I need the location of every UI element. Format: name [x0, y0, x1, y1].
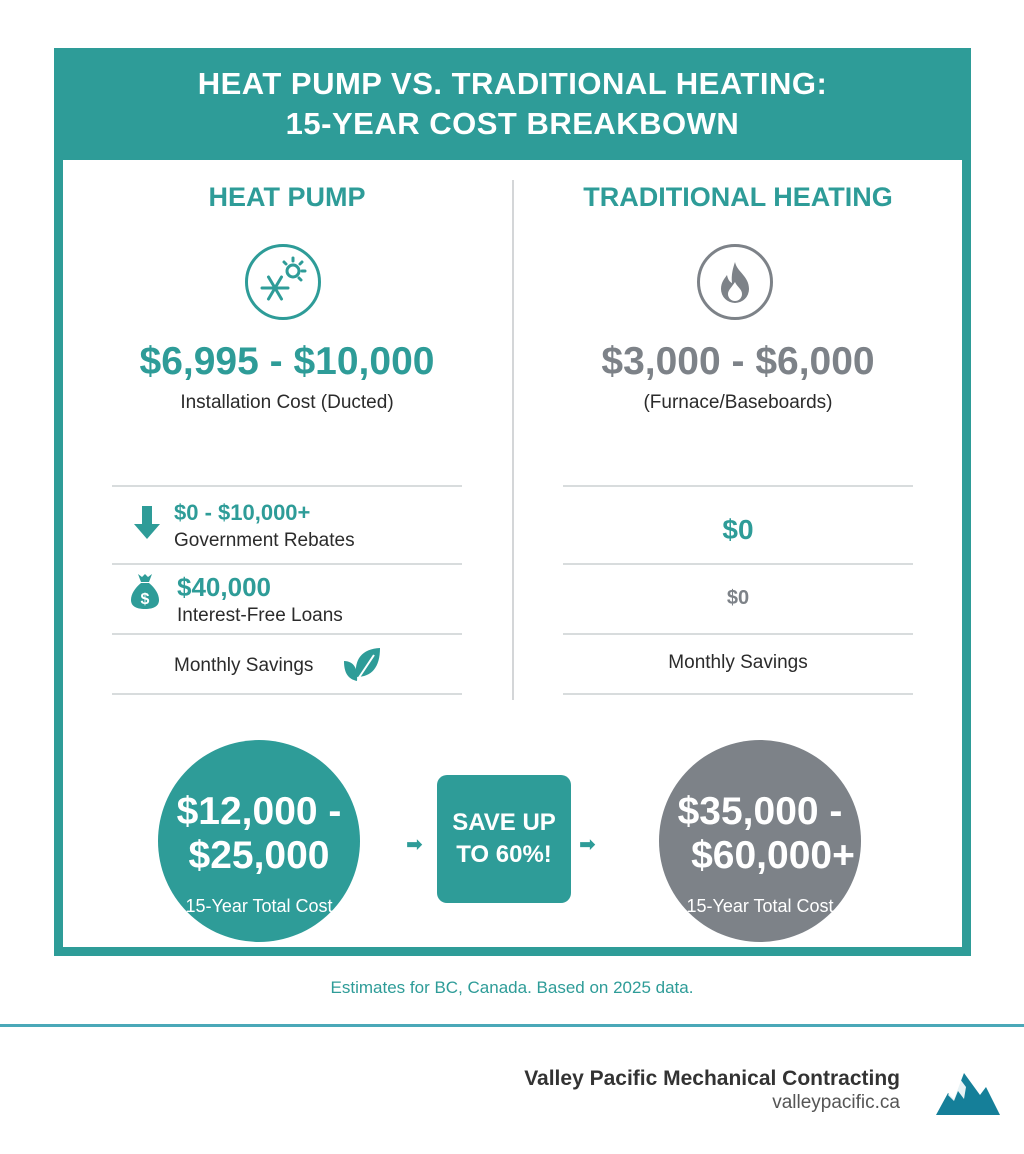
company-info	[524, 1067, 900, 1114]
total-line-1: $12,000 -	[176, 790, 342, 833]
divider	[563, 485, 913, 487]
savings-badge	[437, 775, 571, 903]
snowflake-sun-icon	[245, 244, 321, 320]
company-url: valleypacific.ca	[772, 1092, 900, 1113]
arrow-right-icon: ➡	[406, 834, 423, 856]
divider	[112, 633, 462, 635]
rebates-value: $0 - $10,000+	[174, 500, 311, 525]
leaf-icon	[342, 647, 382, 683]
divider	[563, 633, 913, 635]
rebates-label: Government Rebates	[174, 530, 355, 551]
flame-icon	[697, 244, 773, 320]
loans-row	[177, 572, 343, 627]
divider	[563, 563, 913, 565]
traditional-monthly-savings: Monthly Savings	[668, 652, 808, 673]
footer-rule	[0, 1024, 1024, 1027]
divider	[112, 485, 462, 487]
traditional-loans-value: $0	[726, 587, 750, 609]
traditional-total-cost	[659, 740, 861, 942]
rebates-row	[174, 500, 355, 552]
save-line-1: SAVE UP	[452, 809, 556, 836]
save-line-2: TO 60%!	[456, 841, 552, 868]
total-label: 15-Year Total Cost	[686, 896, 834, 916]
traditional-title: TRADITIONAL HEATING	[583, 182, 893, 212]
heat-pump-total-cost	[158, 740, 360, 942]
heat-pump-install-label: Installation Cost (Ducted)	[180, 392, 394, 413]
mountain-logo-icon	[934, 1065, 1002, 1117]
traditional-install-cost: $3,000 - $6,000	[601, 340, 875, 383]
company-name: Valley Pacific Mechanical Contracting	[524, 1067, 900, 1090]
arrow-right-icon: ➡	[579, 834, 596, 856]
column-divider	[512, 180, 514, 700]
heat-pump-install-cost: $6,995 - $10,000	[139, 340, 435, 383]
money-bag-icon	[130, 572, 160, 610]
down-arrow-icon	[133, 506, 161, 540]
heat-pump-title: HEAT PUMP	[208, 182, 366, 212]
divider	[112, 693, 462, 695]
loans-value: $40,000	[177, 572, 271, 602]
total-line-2: $25,000	[188, 834, 330, 877]
title-line-1: HEAT PUMP VS. TRADITIONAL HEATING:	[197, 66, 828, 101]
svg-text:$: $	[140, 591, 150, 608]
comparison-panel	[63, 160, 962, 947]
total-label: 15-Year Total Cost	[185, 896, 333, 916]
title	[54, 48, 971, 160]
footnote: Estimates for BC, Canada. Based on 2025 data.	[330, 978, 694, 997]
traditional-rebates-value: $0	[722, 514, 754, 545]
title-line-2: 15-YEAR COST BREAKBOWN	[285, 106, 740, 141]
heat-pump-monthly-savings: Monthly Savings	[174, 655, 314, 676]
loans-label: Interest-Free Loans	[177, 605, 343, 626]
traditional-install-label: (Furnace/Baseboards)	[643, 392, 833, 413]
infographic-frame	[54, 48, 971, 956]
divider	[112, 563, 462, 565]
divider	[563, 693, 913, 695]
total-line-2: $60,000+	[691, 834, 855, 877]
total-line-1: $35,000 -	[677, 790, 843, 833]
